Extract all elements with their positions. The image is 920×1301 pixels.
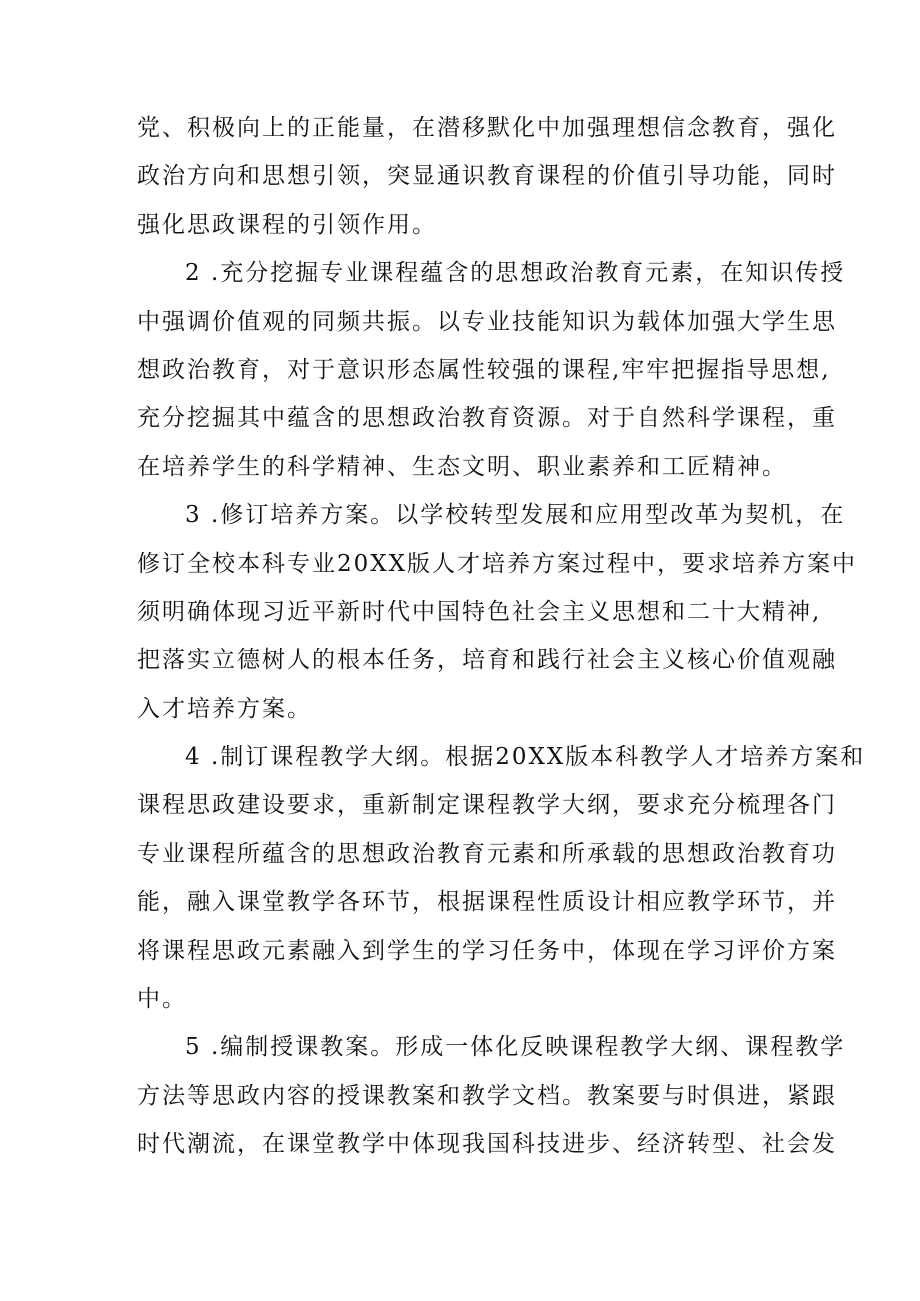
paragraph-3-first-line: 3 .修订培养方案。以学校转型发展和应用型改革为契机，在 [185, 502, 846, 529]
document-body [137, 104, 866, 1169]
text-line: 想政治教育，对于意识形态属性较强的课程,牢牢把握指导思想, [137, 356, 831, 383]
text-line: 强化思政课程的引领作用。 [137, 211, 437, 238]
paragraph-2-first-line: 2 .充分挖掘专业课程蕴含的思想政治教育元素，在知识传授 [185, 260, 846, 287]
text-line: 能，融入课堂教学各环节，根据课程性质设计相应教学环节，并 [137, 889, 837, 916]
text-line: 充分挖掘其中蕴含的思想政治教育资源。对于自然科学课程，重 [137, 405, 837, 432]
text-line: 入才培养方案。 [137, 695, 312, 722]
text-line: 须明确体现习近平新时代中国特色社会主义思想和二十大精神, [137, 598, 822, 625]
text-line: 在培养学生的科学精神、生态文明、职业素养和工匠精神。 [137, 453, 787, 480]
paragraph-5-first-line: 5 .编制授课教案。形成一体化反映课程教学大纲、课程教学 [185, 1034, 846, 1061]
text-line: 时代潮流，在课堂教学中体现我国科技进步、经济转型、社会发 [137, 1131, 837, 1158]
text-line: 专业课程所蕴含的思想政治教育元素和所承载的思想政治教育功 [137, 840, 837, 867]
text-line: 方法等思政内容的授课教案和教学文档。教案要与时俱进，紧跟 [137, 1082, 837, 1109]
text-line: 修订全校本科专业20XX版人才培养方案过程中，要求培养方案中 [137, 550, 858, 577]
text-line: 将课程思政元素融入到学生的学习任务中，体现在学习评价方案 [137, 937, 837, 964]
text-line: 中。 [137, 986, 187, 1013]
paragraph-4-first-line: 4 .制订课程教学大纲。根据20XX版本科教学人才培养方案和 [185, 744, 866, 771]
text-line: 党、积极向上的正能量，在潜移默化中加强理想信念教育，强化 [137, 115, 837, 141]
text-line: 政治方向和思想引领，突显通识教育课程的价值引导功能，同时 [137, 163, 837, 190]
text-line: 中强调价值观的同频共振。以专业技能知识为载体加强大学生思 [137, 308, 837, 335]
text-line: 课程思政建设要求，重新制定课程教学大纲，要求充分梳理各门 [137, 792, 837, 819]
text-line: 把落实立德树人的根本任务，培育和践行社会主义核心价值观融 [137, 647, 837, 674]
